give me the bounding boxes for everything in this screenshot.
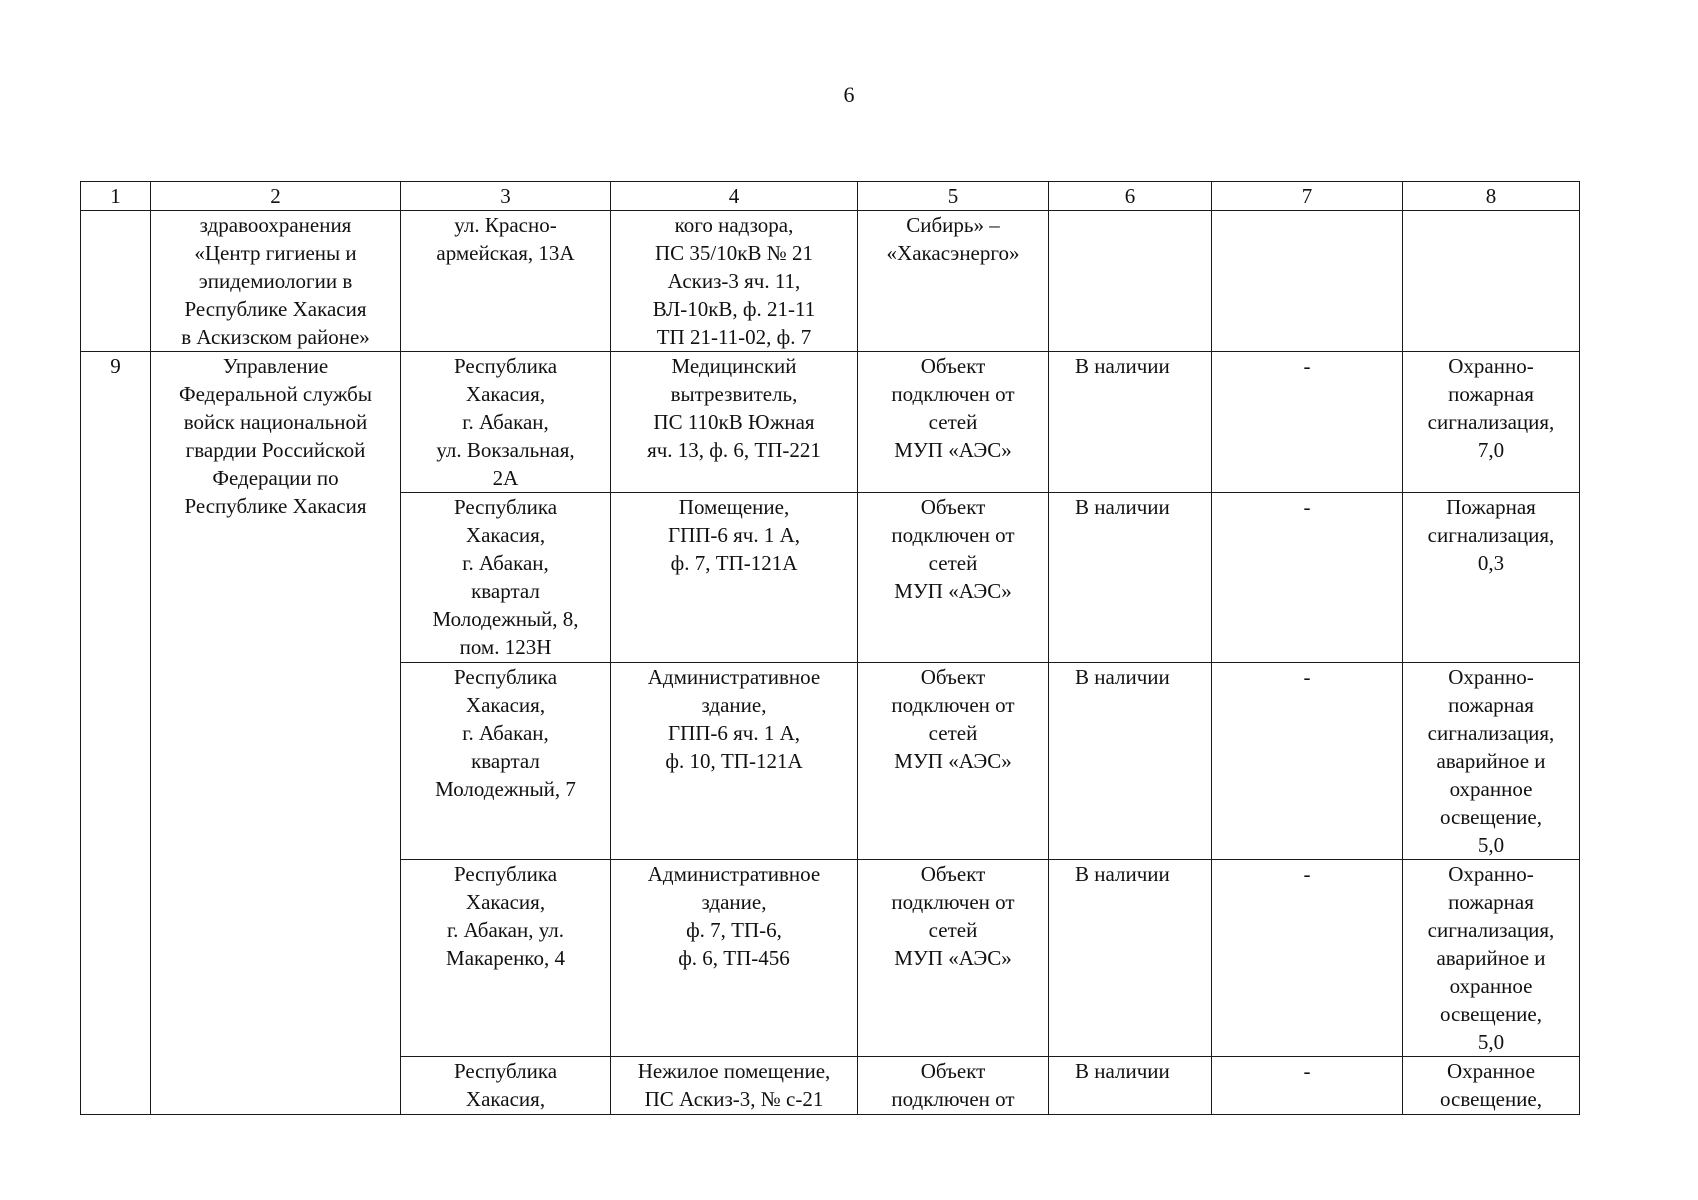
object-cell: Административное здание, ф. 7, ТП-6, ф. 6, ТП-456 xyxy=(611,860,858,1057)
column-number: 5 xyxy=(858,182,1049,211)
load-cell: Охранное освещение, xyxy=(1403,1057,1580,1115)
availability-cell: В наличии xyxy=(1049,860,1212,1057)
col7-cell: - xyxy=(1212,352,1403,493)
load-cell xyxy=(1403,211,1580,352)
column-number: 6 xyxy=(1049,182,1212,211)
row-number-cell xyxy=(81,211,151,352)
connection-cell: Объект подключен от сетей МУП «АЭС» xyxy=(858,860,1049,1057)
column-number-row xyxy=(81,182,1580,211)
load-cell: Охранно- пожарная сигнализация, аварийное и охранное освещение, 5,0 xyxy=(1403,663,1580,860)
address-cell: ул. Красно- армейская, 13А xyxy=(401,211,611,352)
availability-cell: В наличии xyxy=(1049,352,1212,493)
organization-cell: Управление Федеральной службы войск национальной гвардии Российской Федерации по Республике Хакасия xyxy=(151,352,401,1115)
page-number: 6 xyxy=(843,82,855,107)
column-number: 1 xyxy=(81,182,151,211)
connection-cell: Объект подключен от сетей МУП «АЭС» xyxy=(858,493,1049,663)
continuation-row xyxy=(81,211,1580,352)
object-cell: Административное здание, ГПП-6 яч. 1 А, ф. 10, ТП-121А xyxy=(611,663,858,860)
data-table xyxy=(80,181,1580,1115)
col7-cell: - xyxy=(1212,860,1403,1057)
address-cell: Республика Хакасия, г. Абакан, квартал Молодежный, 7 xyxy=(401,663,611,860)
address-cell: Республика Хакасия, xyxy=(401,1057,611,1115)
load-cell: Охранно- пожарная сигнализация, 7,0 xyxy=(1403,352,1580,493)
load-cell: Охранно- пожарная сигнализация, аварийное и охранное освещение, 5,0 xyxy=(1403,860,1580,1057)
col7-cell: - xyxy=(1212,663,1403,860)
column-number: 3 xyxy=(401,182,611,211)
availability-cell: В наличии xyxy=(1049,663,1212,860)
table-row xyxy=(81,352,1580,493)
connection-cell: Объект подключен от xyxy=(858,1057,1049,1115)
col7-cell: - xyxy=(1212,1057,1403,1115)
column-number: 2 xyxy=(151,182,401,211)
column-number: 7 xyxy=(1212,182,1403,211)
row-number-cell: 9 xyxy=(81,352,151,1115)
object-cell: Медицинский вытрезвитель, ПС 110кВ Южная яч. 13, ф. 6, ТП-221 xyxy=(611,352,858,493)
availability-cell: В наличии xyxy=(1049,1057,1212,1115)
column-number: 4 xyxy=(611,182,858,211)
organization-cell: здравоохранения «Центр гигиены и эпидемиологии в Республике Хакасия в Аскизском районе» xyxy=(151,211,401,352)
column-number: 8 xyxy=(1403,182,1580,211)
connection-cell: Объект подключен от сетей МУП «АЭС» xyxy=(858,352,1049,493)
object-cell: Нежилое помещение, ПС Аскиз-3, № с-21 xyxy=(611,1057,858,1115)
address-cell: Республика Хакасия, г. Абакан, ул. Вокзальная, 2А xyxy=(401,352,611,493)
load-cell: Пожарная сигнализация, 0,3 xyxy=(1403,493,1580,663)
object-cell: Помещение, ГПП-6 яч. 1 А, ф. 7, ТП-121А xyxy=(611,493,858,663)
availability-cell xyxy=(1049,211,1212,352)
availability-cell: В наличии xyxy=(1049,493,1212,663)
connection-cell: Объект подключен от сетей МУП «АЭС» xyxy=(858,663,1049,860)
col7-cell: - xyxy=(1212,493,1403,663)
object-cell: кого надзора, ПС 35/10кВ № 21 Аскиз-3 яч. 11, ВЛ-10кВ, ф. 21-11 ТП 21-11-02, ф. 7 xyxy=(611,211,858,352)
connection-cell: Сибирь» – «Хакасэнерго» xyxy=(858,211,1049,352)
address-cell: Республика Хакасия, г. Абакан, ул. Макаренко, 4 xyxy=(401,860,611,1057)
col7-cell xyxy=(1212,211,1403,352)
address-cell: Республика Хакасия, г. Абакан, квартал Молодежный, 8, пом. 123Н xyxy=(401,493,611,663)
